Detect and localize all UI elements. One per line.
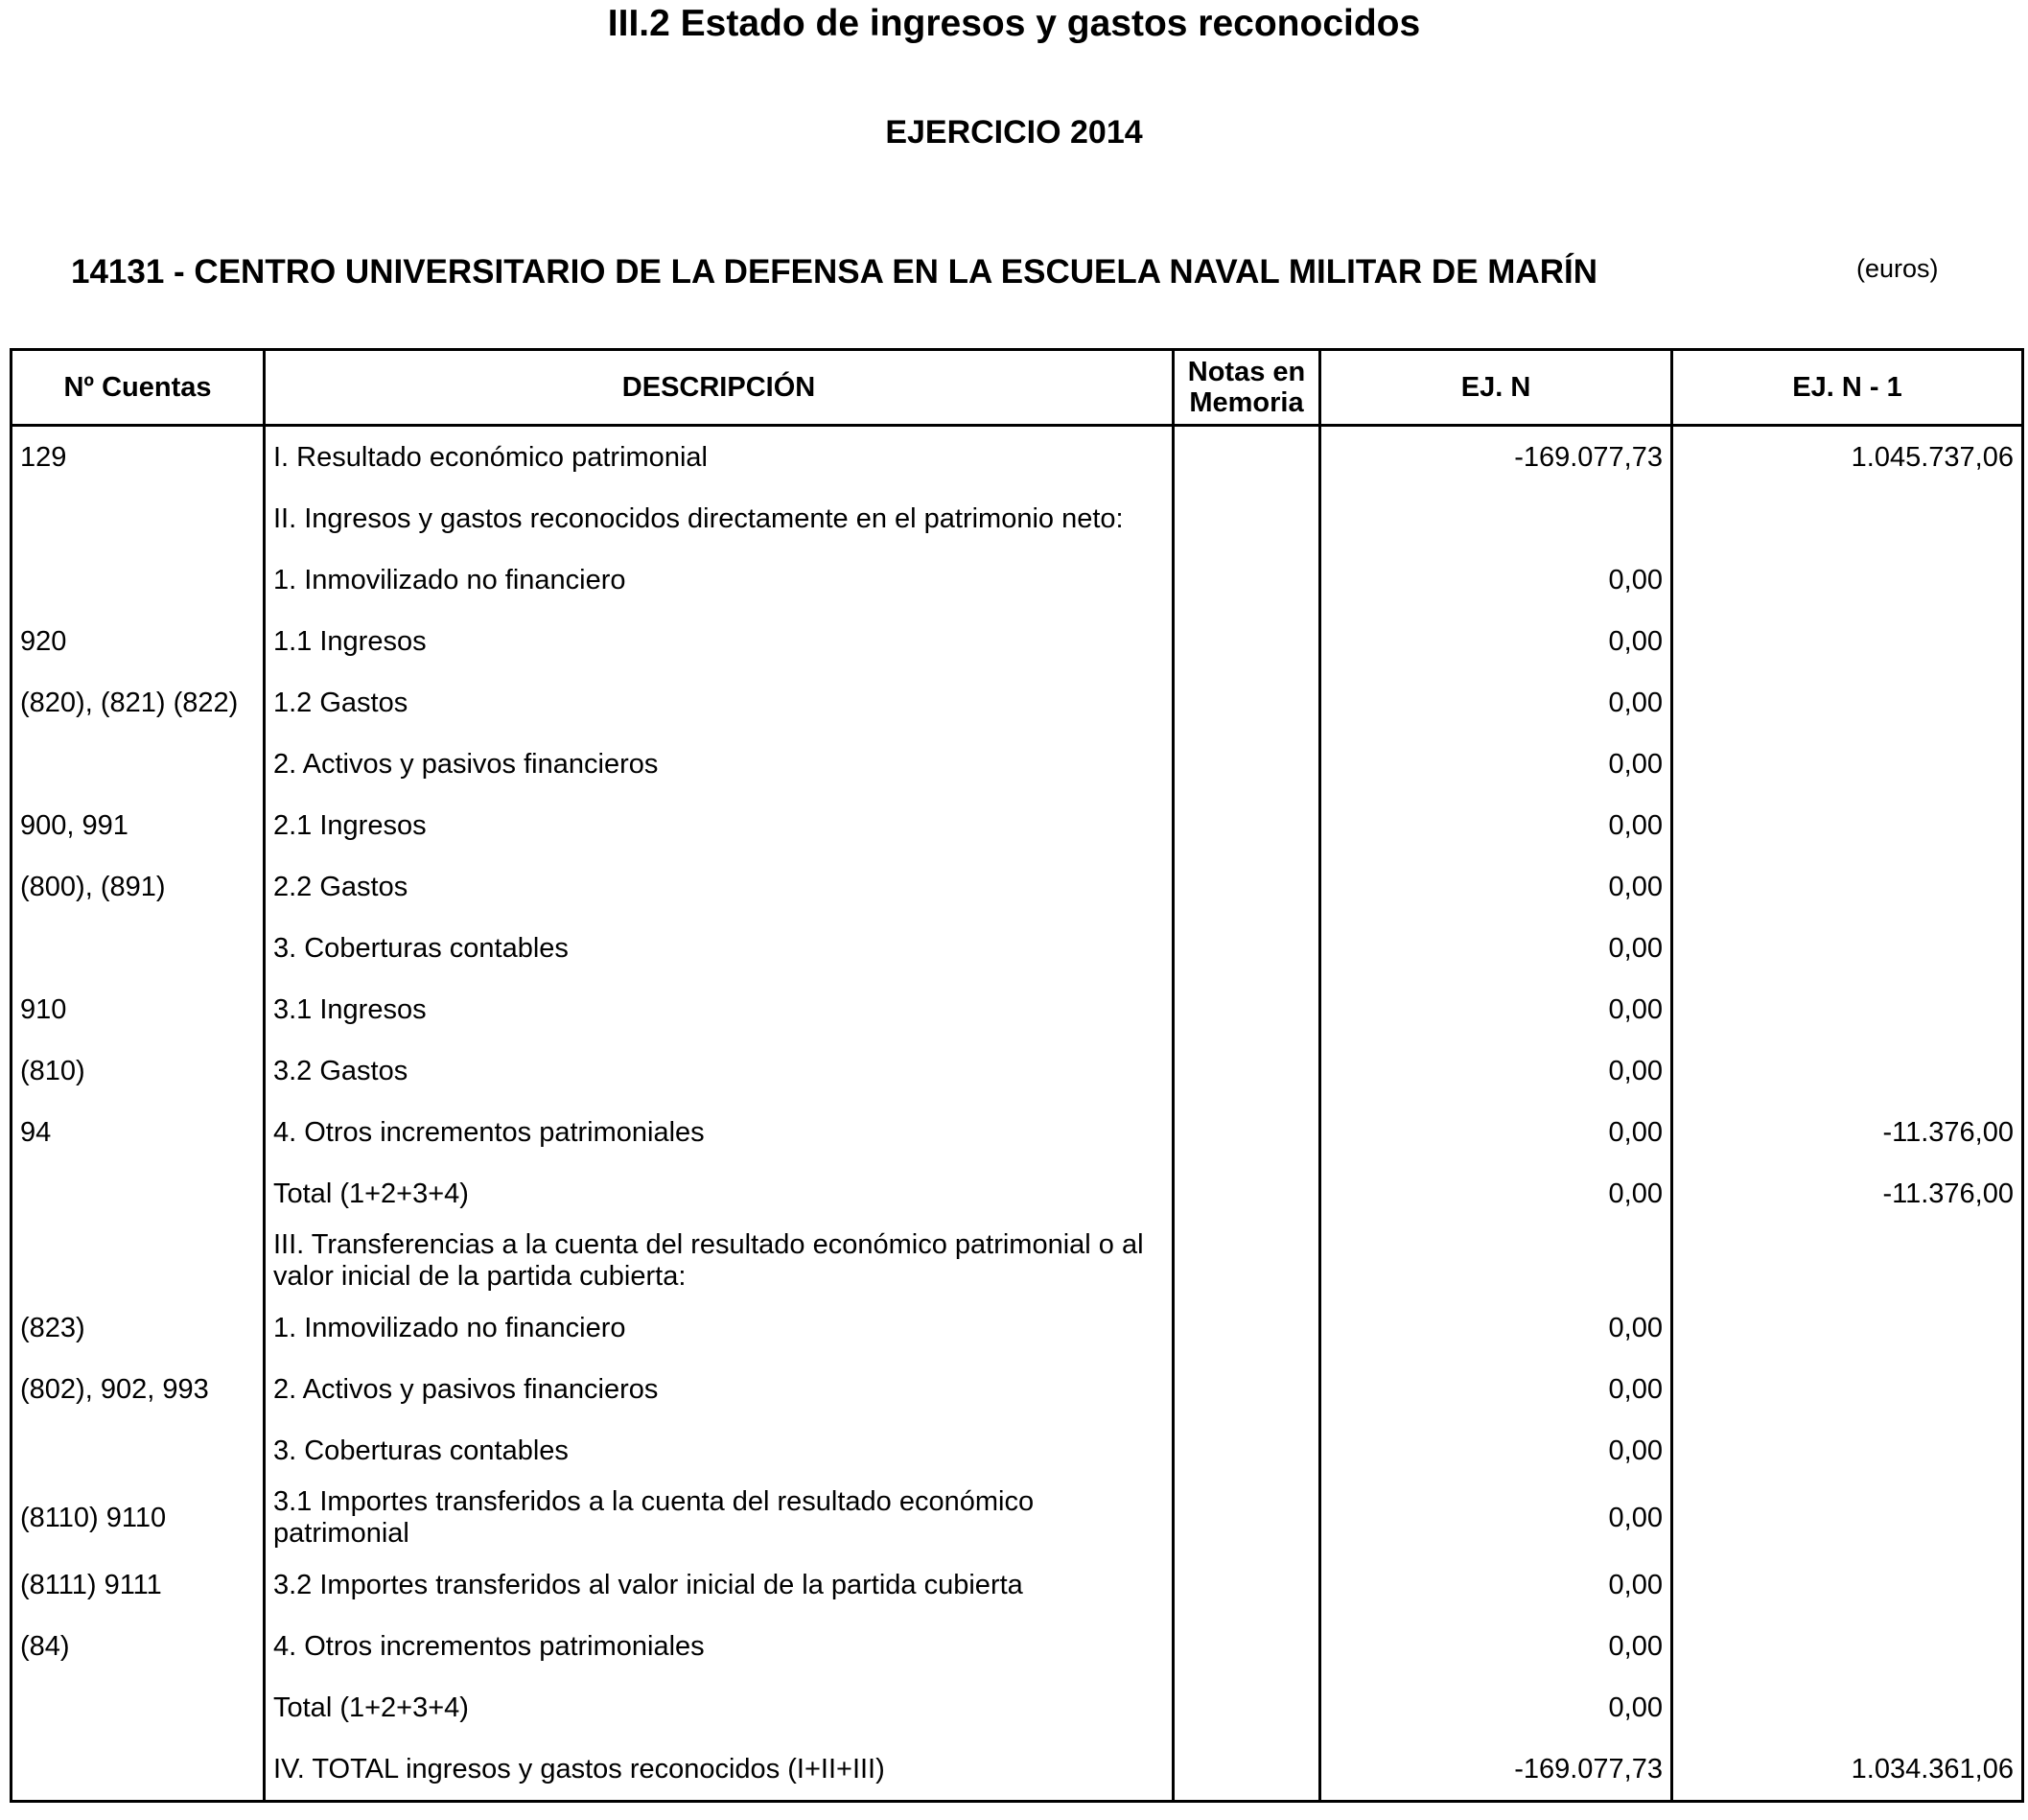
cell-descripcion: 1.2 Gastos [265, 672, 1174, 734]
cell-cuentas: (823) [12, 1297, 265, 1359]
cell-descripcion: Total (1+2+3+4) [265, 1163, 1174, 1225]
cell-ej-n-1 [1672, 979, 2023, 1040]
cell-ej-n-1: -11.376,00 [1672, 1102, 2023, 1163]
cell-descripcion: 2.1 Ingresos [265, 795, 1174, 856]
cell-ej-n-1 [1672, 549, 2023, 611]
cell-descripcion: 1. Inmovilizado no financiero [265, 1297, 1174, 1359]
cell-descripcion: 4. Otros incrementos patrimoniales [265, 1102, 1174, 1163]
cell-ej-n-1 [1672, 611, 2023, 672]
cell-ej-n: 0,00 [1320, 672, 1672, 734]
cell-ej-n-1 [1672, 1420, 2023, 1482]
cell-cuentas: (820), (821) (822) [12, 672, 265, 734]
cell-descripcion: 3.2 Importes transferidos al valor inicial de la partida cubierta [265, 1554, 1174, 1616]
cell-ej-n: 0,00 [1320, 795, 1672, 856]
cell-cuentas: (802), 902, 993 [12, 1359, 265, 1420]
table-row [12, 1359, 2023, 1420]
cell-notas [1174, 1616, 1320, 1677]
cell-ej-n-1: 1.045.737,06 [1672, 426, 2023, 489]
cell-descripcion: 3.2 Gastos [265, 1040, 1174, 1102]
cell-ej-n-1 [1672, 856, 2023, 918]
cell-cuentas: 94 [12, 1102, 265, 1163]
cell-cuentas [12, 1225, 265, 1297]
table-row [12, 1040, 2023, 1102]
cell-ej-n: 0,00 [1320, 1677, 1672, 1738]
table-row [12, 734, 2023, 795]
cell-notas [1174, 979, 1320, 1040]
cell-cuentas [12, 734, 265, 795]
cell-descripcion: 2. Activos y pasivos financieros [265, 734, 1174, 795]
table-header-row [12, 350, 2023, 426]
cell-ej-n-1 [1672, 795, 2023, 856]
cell-descripcion: 3.1 Ingresos [265, 979, 1174, 1040]
cell-notas [1174, 1554, 1320, 1616]
cell-cuentas: (800), (891) [12, 856, 265, 918]
cell-descripcion: 3. Coberturas contables [265, 918, 1174, 979]
cell-ej-n [1320, 1225, 1672, 1297]
column-header-cuentas: Nº Cuentas [12, 350, 265, 426]
cell-notas [1174, 1482, 1320, 1554]
cell-ej-n-1 [1672, 918, 2023, 979]
cell-notas [1174, 549, 1320, 611]
cell-notas [1174, 918, 1320, 979]
cell-cuentas: 910 [12, 979, 265, 1040]
table-row [12, 1225, 2023, 1297]
cell-notas [1174, 734, 1320, 795]
cell-ej-n-1 [1672, 1554, 2023, 1616]
cell-descripcion: I. Resultado económico patrimonial [265, 426, 1174, 489]
cell-ej-n: 0,00 [1320, 856, 1672, 918]
cell-ej-n-1 [1672, 488, 2023, 549]
cell-cuentas [12, 549, 265, 611]
table-row [12, 672, 2023, 734]
cell-notas [1174, 856, 1320, 918]
cell-ej-n-1 [1672, 1359, 2023, 1420]
cell-ej-n: 0,00 [1320, 1102, 1672, 1163]
table-row [12, 1616, 2023, 1677]
statement-table [10, 348, 2024, 1803]
cell-descripcion: 4. Otros incrementos patrimoniales [265, 1616, 1174, 1677]
table-row [12, 1554, 2023, 1616]
cell-cuentas: (84) [12, 1616, 265, 1677]
cell-cuentas: 129 [12, 426, 265, 489]
cell-ej-n-1 [1672, 1225, 2023, 1297]
cell-cuentas [12, 918, 265, 979]
cell-cuentas: 920 [12, 611, 265, 672]
cell-descripcion: 2.2 Gastos [265, 856, 1174, 918]
cell-descripcion: 3. Coberturas contables [265, 1420, 1174, 1482]
cell-notas [1174, 1225, 1320, 1297]
cell-cuentas [12, 488, 265, 549]
cell-ej-n: 0,00 [1320, 1482, 1672, 1554]
cell-descripcion: 1. Inmovilizado no financiero [265, 549, 1174, 611]
cell-ej-n: 0,00 [1320, 979, 1672, 1040]
cell-descripcion: 3.1 Importes transferidos a la cuenta del resultado económico patrimonial [265, 1482, 1174, 1554]
table-row [12, 979, 2023, 1040]
cell-descripcion: 2. Activos y pasivos financieros [265, 1359, 1174, 1420]
cell-cuentas: (810) [12, 1040, 265, 1102]
cell-notas [1174, 1738, 1320, 1802]
cell-notas [1174, 795, 1320, 856]
cell-notas [1174, 1420, 1320, 1482]
statement-body [12, 426, 2023, 1802]
table-row [12, 1102, 2023, 1163]
cell-ej-n: -169.077,73 [1320, 426, 1672, 489]
column-header-descripcion: DESCRIPCIÓN [265, 350, 1174, 426]
column-header-ej-n: EJ. N [1320, 350, 1672, 426]
table-row [12, 1677, 2023, 1738]
cell-descripcion: 1.1 Ingresos [265, 611, 1174, 672]
cell-notas [1174, 1359, 1320, 1420]
cell-ej-n-1 [1672, 1482, 2023, 1554]
cell-descripcion: III. Transferencias a la cuenta del resultado económico patrimonial o al valor inicial de la partida cubierta: [265, 1225, 1174, 1297]
cell-cuentas [12, 1163, 265, 1225]
cell-notas [1174, 1040, 1320, 1102]
currency-unit: (euros) [1856, 254, 1939, 283]
cell-ej-n: 0,00 [1320, 1163, 1672, 1225]
table-row [12, 1738, 2023, 1802]
cell-notas [1174, 1102, 1320, 1163]
table-row [12, 795, 2023, 856]
table-row [12, 1297, 2023, 1359]
table-row [12, 549, 2023, 611]
cell-ej-n-1 [1672, 1040, 2023, 1102]
table-row [12, 488, 2023, 549]
cell-cuentas: (8111) 9111 [12, 1554, 265, 1616]
cell-ej-n-1 [1672, 1616, 2023, 1677]
document-title [0, 0, 2028, 48]
cell-cuentas [12, 1738, 265, 1802]
cell-descripcion: Total (1+2+3+4) [265, 1677, 1174, 1738]
document-title-text: III.2 Estado de ingresos y gastos reconocidos [607, 3, 1421, 44]
cell-ej-n-1: 1.034.361,06 [1672, 1738, 2023, 1802]
cell-ej-n [1320, 488, 1672, 549]
cell-descripcion: II. Ingresos y gastos reconocidos directamente en el patrimonio neto: [265, 488, 1174, 549]
cell-notas [1174, 1163, 1320, 1225]
table-row [12, 611, 2023, 672]
cell-notas [1174, 1297, 1320, 1359]
cell-ej-n: 0,00 [1320, 611, 1672, 672]
cell-notas [1174, 672, 1320, 734]
cell-ej-n: 0,00 [1320, 734, 1672, 795]
table-row [12, 1420, 2023, 1482]
cell-descripcion: IV. TOTAL ingresos y gastos reconocidos (I+II+III) [265, 1738, 1174, 1802]
cell-cuentas [12, 1420, 265, 1482]
cell-ej-n: -169.077,73 [1320, 1738, 1672, 1802]
cell-ej-n-1: -11.376,00 [1672, 1163, 2023, 1225]
cell-ej-n: 0,00 [1320, 1359, 1672, 1420]
cell-ej-n: 0,00 [1320, 549, 1672, 611]
exercise-year: EJERCICIO 2014 [885, 114, 1143, 151]
cell-ej-n-1 [1672, 672, 2023, 734]
cell-ej-n: 0,00 [1320, 1616, 1672, 1677]
cell-notas [1174, 426, 1320, 489]
table-row [12, 1163, 2023, 1225]
entity-name: 14131 - CENTRO UNIVERSITARIO DE LA DEFENSA EN LA ESCUELA NAVAL MILITAR DE MARÍN [71, 253, 1597, 291]
cell-notas [1174, 1677, 1320, 1738]
table-row [12, 426, 2023, 489]
cell-ej-n: 0,00 [1320, 1297, 1672, 1359]
cell-ej-n-1 [1672, 1677, 2023, 1738]
cell-ej-n: 0,00 [1320, 1040, 1672, 1102]
cell-cuentas [12, 1677, 265, 1738]
column-header-notas: Notas en Memoria [1174, 350, 1320, 426]
cell-ej-n: 0,00 [1320, 1554, 1672, 1616]
cell-cuentas: 900, 991 [12, 795, 265, 856]
column-header-ej-n-1: EJ. N - 1 [1672, 350, 2023, 426]
cell-ej-n-1 [1672, 734, 2023, 795]
cell-cuentas: (8110) 9110 [12, 1482, 265, 1554]
cell-notas [1174, 488, 1320, 549]
cell-notas [1174, 611, 1320, 672]
cell-ej-n: 0,00 [1320, 1420, 1672, 1482]
cell-ej-n: 0,00 [1320, 918, 1672, 979]
table-row [12, 856, 2023, 918]
table-row [12, 918, 2023, 979]
cell-ej-n-1 [1672, 1297, 2023, 1359]
table-row [12, 1482, 2023, 1554]
